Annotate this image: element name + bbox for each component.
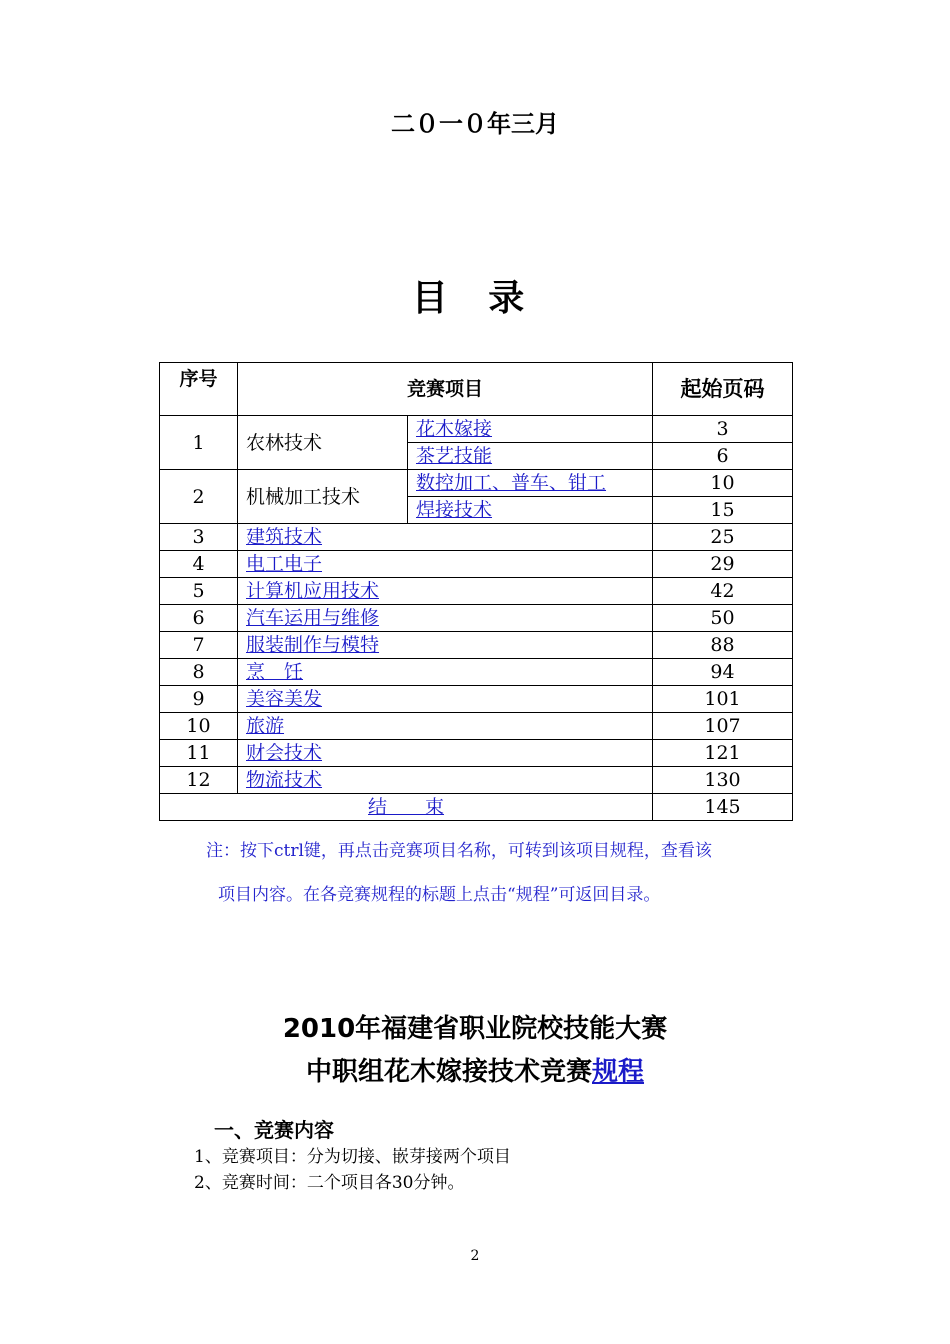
- table-row: [160, 524, 793, 551]
- header-project: 竞赛项目: [238, 363, 653, 416]
- row-page: 25: [653, 524, 793, 551]
- toc-link[interactable]: 财会技术: [246, 742, 323, 764]
- date-line: 二０一０年三月: [391, 110, 559, 138]
- row-page: 3: [653, 416, 793, 443]
- toc-link[interactable]: 美容美发: [246, 688, 323, 710]
- row-page: 29: [653, 551, 793, 578]
- toc-link[interactable]: 服装制作与模特: [246, 634, 380, 656]
- back-to-toc-link[interactable]: 规程: [592, 1057, 645, 1087]
- row-category: 机械加工技术: [238, 470, 408, 524]
- row-page: 130: [653, 767, 793, 794]
- row-seq: 2: [160, 470, 238, 524]
- table-row: [160, 470, 793, 497]
- table-row: [160, 740, 793, 767]
- toc-link[interactable]: 汽车运用与维修: [246, 607, 380, 629]
- row-seq: 7: [160, 632, 238, 659]
- table-row: [160, 659, 793, 686]
- row-page: 145: [653, 794, 793, 821]
- table-row: [160, 686, 793, 713]
- row-page: 10: [653, 470, 793, 497]
- row-page: 6: [653, 443, 793, 470]
- toc-end-link[interactable]: 结 束: [368, 796, 445, 818]
- table-row-end: [160, 794, 793, 821]
- row-page: 88: [653, 632, 793, 659]
- table-row: [160, 605, 793, 632]
- note-line-1: 注：按下ctrl键，再点击竞赛项目名称，可转到该项目规程，查看该: [206, 841, 712, 861]
- header-seq: 序号: [160, 363, 238, 416]
- row-seq: 4: [160, 551, 238, 578]
- page-number: 2: [470, 1248, 480, 1264]
- header-page: 起始页码: [653, 363, 793, 416]
- toc-link[interactable]: 物流技术: [246, 769, 323, 791]
- row-seq: 9: [160, 686, 238, 713]
- list-item: 1、竞赛项目：分为切接、嵌芽接两个项目: [194, 1147, 511, 1167]
- row-page: 101: [653, 686, 793, 713]
- row-page: 15: [653, 497, 793, 524]
- toc-link[interactable]: 茶艺技能: [416, 445, 493, 467]
- table-row: [160, 551, 793, 578]
- row-seq: 6: [160, 605, 238, 632]
- toc-link[interactable]: 焊接技术: [416, 499, 493, 521]
- row-seq: 8: [160, 659, 238, 686]
- row-page: 42: [653, 578, 793, 605]
- row-seq: 1: [160, 416, 238, 470]
- row-seq: 12: [160, 767, 238, 794]
- toc-header-row: [160, 363, 793, 416]
- row-seq: 3: [160, 524, 238, 551]
- section-title-line-2: [0, 1051, 950, 1088]
- row-page: 121: [653, 740, 793, 767]
- row-page: 107: [653, 713, 793, 740]
- toc-link[interactable]: 建筑技术: [246, 526, 323, 548]
- table-row: [160, 767, 793, 794]
- toc-title: 目 录: [411, 278, 539, 319]
- table-row: [160, 713, 793, 740]
- section-title-prefix: 中职组花木嫁接技术竞赛: [305, 1057, 592, 1087]
- table-row: [160, 632, 793, 659]
- section-heading: 一、竞赛内容: [214, 1118, 334, 1142]
- toc-link[interactable]: 花木嫁接: [416, 418, 493, 440]
- row-seq: 10: [160, 713, 238, 740]
- row-page: 50: [653, 605, 793, 632]
- section-title-line-1: 2010年福建省职业院校技能大赛: [282, 1014, 668, 1044]
- row-seq: 11: [160, 740, 238, 767]
- toc-link[interactable]: 数控加工、普车、钳工: [416, 472, 607, 494]
- row-page: 94: [653, 659, 793, 686]
- toc-table: [159, 362, 793, 821]
- table-row: [160, 416, 793, 443]
- toc-link[interactable]: 旅游: [246, 715, 285, 737]
- table-row: [160, 578, 793, 605]
- row-category: 农林技术: [238, 416, 408, 470]
- toc-link[interactable]: 电工电子: [246, 553, 323, 575]
- list-item: 2、竞赛时间：二个项目各30分钟。: [194, 1173, 465, 1193]
- toc-link[interactable]: 烹 饪: [246, 661, 304, 683]
- row-seq: 5: [160, 578, 238, 605]
- note-line-2: 项目内容。在各竞赛规程的标题上点击“规程”可返回目录。: [218, 885, 661, 905]
- toc-link[interactable]: 计算机应用技术: [246, 580, 380, 602]
